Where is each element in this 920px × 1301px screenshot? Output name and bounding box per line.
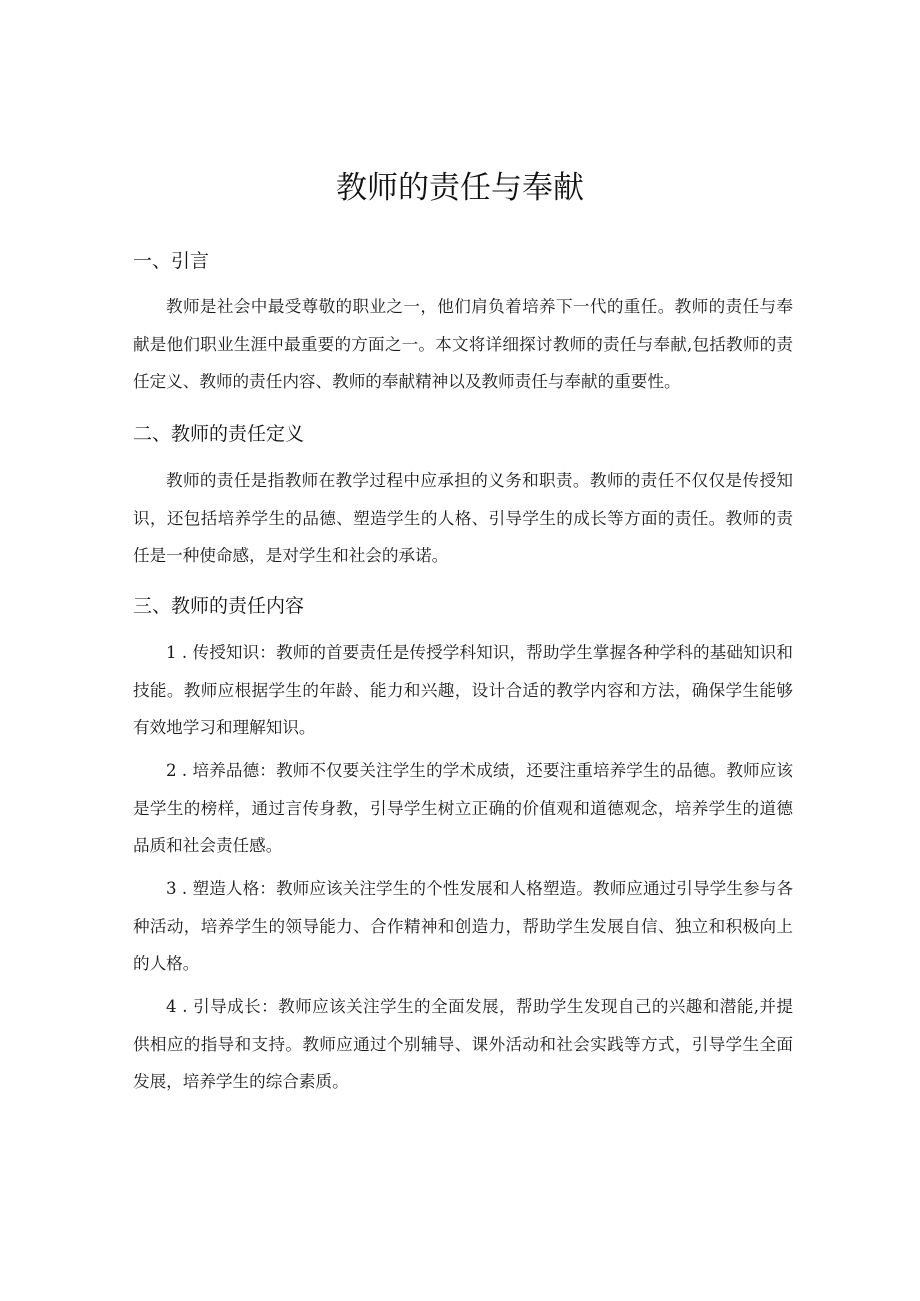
section-heading-introduction: 一、引言 <box>133 250 210 272</box>
section-heading-content: 三、教师的责任内容 <box>133 595 305 617</box>
document-title: 教师的责任与奉献 <box>336 170 584 206</box>
section-heading-definition: 二、教师的责任定义 <box>133 423 305 445</box>
paragraph-introduction: 教师是社会中最受尊敬的职业之一，他们肩负着培养下一代的重任。教师的责任与奉献是他们职业生涯中最重要的方面之一。本文将详细探讨教师的责任与奉献,包括教师的责任定义、教师的责任内容、教师的奉献精神以及教师责任与奉献的重要性。 <box>133 297 793 391</box>
paragraph-definition: 教师的责任是指教师在教学过程中应承担的义务和职责。教师的责任不仅仅是传授知识，还包括培养学生的品德、塑造学生的人格、引导学生的成长等方面的责任。教师的责任是一种使命感，是对学生和社会的承诺。 <box>133 471 793 565</box>
paragraph-item-3: 3 . 塑造人格：教师应该关注学生的个性发展和人格塑造。教师应通过引导学生参与各种活动，培养学生的领导能力、合作精神和创造力，帮助学生发展自信、独立和积极向上的人格。 <box>133 879 793 973</box>
paragraph-item-4: 4 . 引导成长：教师应该关注学生的全面发展，帮助学生发现自己的兴趣和潜能,并提供相应的指导和支持。教师应通过个别辅导、课外活动和社会实践等方式，引导学生全面发展，培养学生的综合素质。 <box>133 997 793 1091</box>
paragraph-item-2: 2 . 培养品德：教师不仅要关注学生的学术成绩，还要注重培养学生的品德。教师应该是学生的榜样，通过言传身教，引导学生树立正确的价值观和道德观念，培养学生的道德品质和社会责任感。 <box>133 761 793 855</box>
paragraph-item-1: 1 . 传授知识：教师的首要责任是传授学科知识，帮助学生掌握各种学科的基础知识和技能。教师应根据学生的年龄、能力和兴趣，设计合适的教学内容和方法，确保学生能够有效地学习和理解知识。 <box>133 643 793 737</box>
